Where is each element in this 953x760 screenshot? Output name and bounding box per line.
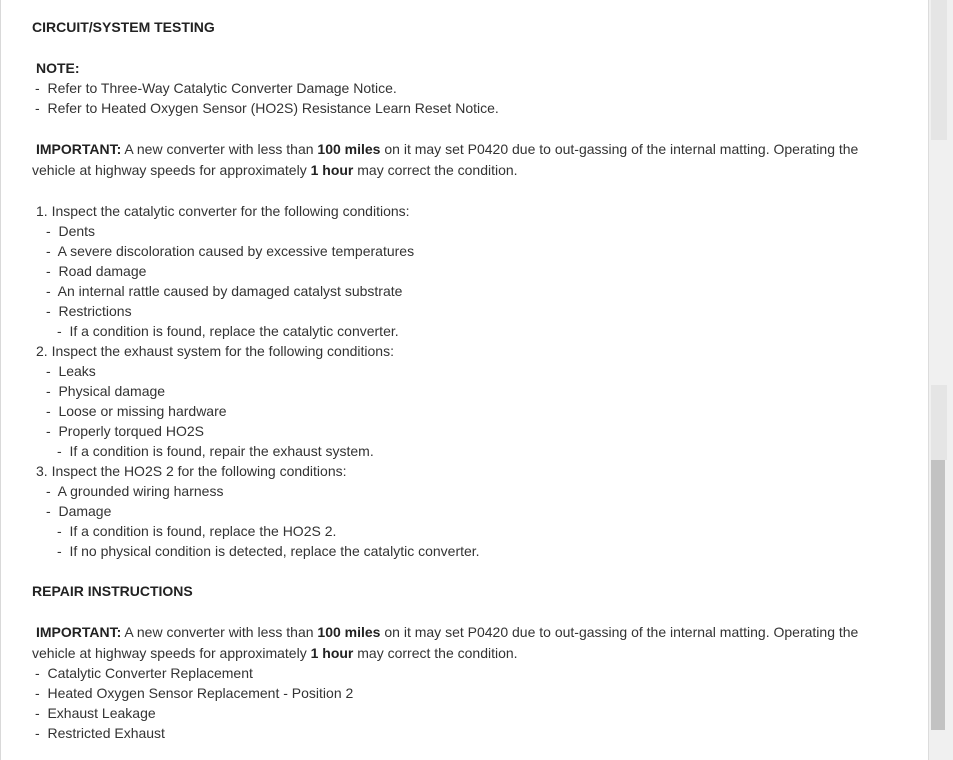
step-item: - A grounded wiring harness (46, 483, 224, 499)
step-item: - Dents (46, 223, 96, 239)
step-subitem: - If a condition is found, replace the HO2S 2. (57, 523, 337, 539)
scrollbar-track-shade (931, 0, 947, 140)
step-title: 1. Inspect the catalytic converter for the following conditions: (36, 203, 410, 219)
step-subitem: - If a condition is found, repair the exhaust system. (57, 443, 374, 459)
step-title: 2. Inspect the exhaust system for the following conditions: (36, 343, 394, 359)
note-label: NOTE: (36, 60, 80, 76)
step-item: - Loose or missing hardware (46, 403, 227, 419)
repair-link[interactable]: - Heated Oxygen Sensor Replacement - Position 2 (35, 685, 354, 701)
step-item: - Restrictions (46, 303, 132, 319)
section-heading-repair-instructions: REPAIR INSTRUCTIONS (32, 583, 193, 599)
step-item: - Physical damage (46, 383, 166, 399)
important-notice-continued: vehicle at highway speeds for approximately 1 hour may correct the condition. (32, 645, 518, 661)
step-item: - A severe discoloration caused by excessive temperatures (46, 243, 415, 259)
step-item: - Damage (46, 503, 112, 519)
note-item: - Refer to Heated Oxygen Sensor (HO2S) Resistance Learn Reset Notice. (35, 100, 499, 116)
step-item: - Road damage (46, 263, 147, 279)
vertical-scrollbar[interactable] (928, 0, 953, 760)
scrollbar-track-shade (931, 385, 947, 460)
repair-link[interactable]: - Restricted Exhaust (35, 725, 165, 741)
note-item: - Refer to Three-Way Catalytic Converter Damage Notice. (35, 80, 397, 96)
important-label: IMPORTANT: (36, 624, 122, 640)
step-subitem: - If no physical condition is detected, replace the catalytic converter. (57, 543, 480, 559)
section-heading-circuit-system-testing: CIRCUIT/SYSTEM TESTING (32, 19, 215, 35)
repair-link[interactable]: - Catalytic Converter Replacement (35, 665, 253, 681)
step-subitem: - If a condition is found, replace the catalytic converter. (57, 323, 399, 339)
step-title: 3. Inspect the HO2S 2 for the following conditions: (36, 463, 347, 479)
important-notice: IMPORTANT: A new converter with less than 100 miles on it may set P0420 due to out-gassing of the internal matting. Operating the (36, 624, 859, 640)
repair-link[interactable]: - Exhaust Leakage (35, 705, 156, 721)
step-item: - An internal rattle caused by damaged catalyst substrate (46, 283, 403, 299)
important-notice-continued: vehicle at highway speeds for approximately 1 hour may correct the condition. (32, 162, 518, 178)
important-notice: IMPORTANT: A new converter with less than 100 miles on it may set P0420 due to out-gassing of the internal matting. Operating the (36, 141, 859, 157)
step-item: - Leaks (46, 363, 96, 379)
important-label: IMPORTANT: (36, 141, 122, 157)
step-item: - Properly torqued HO2S (46, 423, 204, 439)
scrollbar-thumb[interactable] (931, 460, 945, 730)
